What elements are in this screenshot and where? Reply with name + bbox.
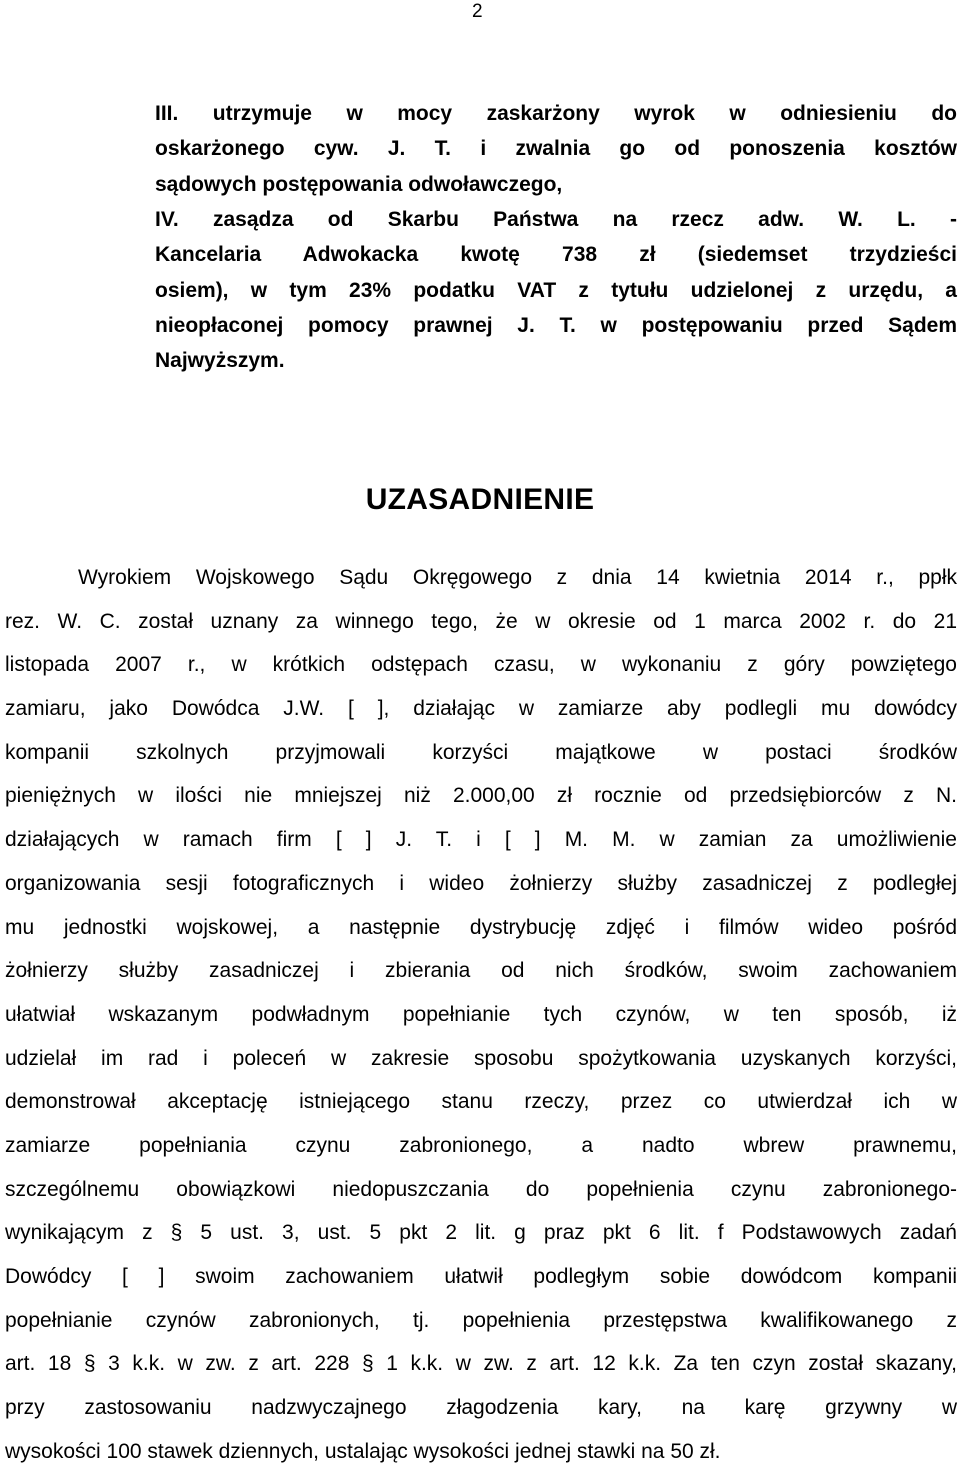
justification-line: udzielał im rad i poleceń w zakresie sposobu spożytkowania uzyskanych korzyści, xyxy=(5,1046,957,1070)
justification-line: pieniężnych w ilości nie mniejszej niż 2.000,00 zł rocznie od przedsiębiorców z N. xyxy=(5,784,957,808)
justification-line: mu jednostki wojskowej, a następnie dystrybucję zdjęć i filmów wideo pośród xyxy=(5,915,957,939)
sentence-line: III. utrzymuje w mocy zaskarżony wyrok w odniesieniu do xyxy=(155,102,957,125)
justification-line: działających w ramach firm [ ] J. T. i [ ] M. M. w zamian za umożliwienie xyxy=(5,828,957,852)
sentence-point-iv xyxy=(155,202,957,378)
page-number: 2 xyxy=(472,1,483,22)
justification-line: ułatwiał wskazanym podwładnym popełnianie tych czynów, w ten sposób, iż xyxy=(5,1002,957,1026)
justification-line: żołnierzy służby zasadniczej i zbierania od nich środków, swoim zachowaniem xyxy=(5,959,957,983)
sentence-line: IV. zasądza od Skarbu Państwa na rzecz adw. W. L. - xyxy=(155,208,957,231)
justification-line: wysokości 100 stawek dziennych, ustalając wysokości jednej stawki na 50 zł. xyxy=(5,1439,721,1463)
justification-line: Wyrokiem Wojskowego Sądu Okręgowego z dnia 14 kwietnia 2014 r., ppłk xyxy=(78,566,957,589)
justification-line: wynikającym z § 5 ust. 3, ust. 5 pkt 2 lit. g praz pkt 6 lit. f Podstawowych zadań xyxy=(5,1221,957,1245)
justification-line: rez. W. C. został uznany za winnego tego, że w okresie od 1 marca 2002 r. do 21 xyxy=(5,609,957,633)
justification-line: zamiarze popełniania czynu zabronionego, a nadto wbrew prawnemu, xyxy=(5,1133,957,1157)
sentence-line: oskarżonego cyw. J. T. i zwalnia go od ponoszenia kosztów xyxy=(155,137,957,161)
justification-line: zamiaru, jako Dowódca J.W. [ ], działając w zamiarze aby podlegli mu dowódcy xyxy=(5,697,957,721)
justification-line: art. 18 § 3 k.k. w zw. z art. 228 § 1 k.k. w zw. z art. 12 k.k. Za ten czyn został skazany, xyxy=(5,1352,957,1376)
section-heading: UZASADNIENIE xyxy=(365,483,595,516)
justification-line: organizowania sesji fotograficznych i wideo żołnierzy służby zasadniczej z podległej xyxy=(5,871,957,895)
justification-line: szczególnemu obowiązkowi niedopuszczania do popełnienia czynu zabronionego- xyxy=(5,1177,957,1201)
justification-line: Dowódcy [ ] swoim zachowaniem ułatwił podległym sobie dowódcom kompanii xyxy=(5,1265,957,1288)
sentence-line: nieopłaconej pomocy prawnej J. T. w postępowaniu przed Sądem xyxy=(155,313,957,337)
justification-line: popełnianie czynów zabronionych, tj. popełnienia przestępstwa kwalifikowanego z xyxy=(5,1308,957,1332)
justification-line: demonstrował akceptację istniejącego stanu rzeczy, przez co utwierdzał ich w xyxy=(5,1090,957,1114)
justification-line: listopada 2007 r., w krótkich odstępach czasu, w wykonaniu z góry powziętego xyxy=(5,653,957,677)
sentence-line: sądowych postępowania odwoławczego, xyxy=(155,172,563,196)
justification-line: przy zastosowaniu nadzwyczajnego złagodzenia kary, na karę grzywny w xyxy=(5,1396,957,1420)
sentence-line: osiem), w tym 23% podatku VAT z tytułu udzielonej z urzędu, a xyxy=(155,278,957,302)
sentence-point-iii xyxy=(155,96,957,202)
sentence-line: Najwyższym. xyxy=(155,349,285,373)
sentence-line: Kancelaria Adwokacka kwotę 738 zł (siedemset trzydzieści xyxy=(155,243,957,267)
justification-line: kompanii szkolnych przyjmowali korzyści majątkowe w postaci środków xyxy=(5,740,957,764)
justification-body xyxy=(5,556,957,1473)
